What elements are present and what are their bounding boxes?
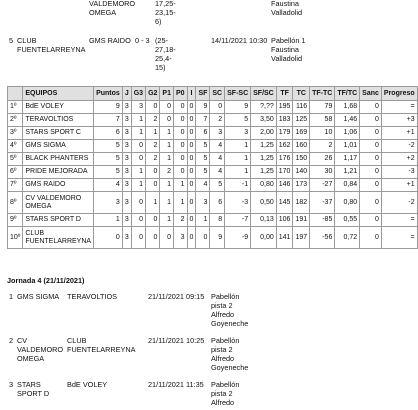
match-venue-line: Alfredo: [211, 398, 235, 407]
i-cell: 0: [187, 127, 196, 140]
team-cell: CLUB FUENTELARREYNA: [23, 227, 94, 249]
standings-body: [8, 101, 418, 249]
header-equipos: EQUIPOS: [23, 87, 94, 101]
g2-cell: 2: [146, 140, 160, 153]
g2-cell: 0: [146, 227, 160, 249]
team-cell: CV VALDEMORO OMEGA: [23, 192, 94, 214]
p0-cell: 0: [173, 153, 187, 166]
sanc-cell: 0: [360, 153, 382, 166]
progreso-cell: =: [381, 101, 417, 114]
g2-cell: 0: [146, 166, 160, 179]
tc-cell: 116: [293, 101, 310, 114]
tc-cell: 160: [293, 140, 310, 153]
match-venue-line: Pabellón: [211, 380, 240, 389]
tf-tc-cell: 79: [310, 101, 335, 114]
sf-ratio-cell: 1,25: [251, 166, 277, 179]
sc-cell: 4: [210, 153, 225, 166]
match-home-team-line: STARS: [17, 380, 41, 389]
tf-ratio-cell: 0,80: [335, 192, 360, 214]
p1-cell: 1: [160, 179, 174, 192]
team-cell: PRIDE MEJORADA: [23, 166, 94, 179]
prev-home-line: VALDEMORO: [89, 0, 136, 8]
i-cell: 0: [187, 140, 196, 153]
i-cell: 0: [187, 114, 196, 127]
match-datetime: 21/11/2021 10:25: [148, 336, 205, 345]
pos-cell: 2º: [8, 114, 23, 127]
tf-tc-cell: -85: [310, 214, 335, 227]
pos-cell: 5º: [8, 153, 23, 166]
prev-set-line: 6): [155, 17, 162, 26]
p0-cell: 0: [173, 127, 187, 140]
header-g2: G2: [146, 87, 160, 101]
sf-cell: 7: [196, 114, 210, 127]
standings-row: [8, 101, 418, 114]
tf-cell: 179: [276, 127, 293, 140]
prev-match5-venue-line: Valladolid: [271, 54, 303, 63]
tf-ratio-cell: 0,72: [335, 227, 360, 249]
sf-ratio-cell: 1,25: [251, 153, 277, 166]
prev-match5-sets: [155, 36, 176, 72]
match-index: 2: [9, 336, 14, 345]
prev-match5-home-line: FUENTELARREYNA: [17, 45, 86, 54]
p0-cell: 0: [173, 114, 187, 127]
tf-tc-cell: -56: [310, 227, 335, 249]
sanc-cell: 0: [360, 214, 382, 227]
p1-cell: 2: [160, 166, 174, 179]
g2-cell: 0: [146, 101, 160, 114]
sc-cell: 4: [210, 140, 225, 153]
tf-ratio-cell: 1,46: [335, 114, 360, 127]
prev-match5-venue-line: Faustina: [271, 45, 299, 54]
sf-sc-cell: 5: [225, 114, 251, 127]
j-cell: 3: [122, 214, 131, 227]
sanc-cell: 0: [360, 179, 382, 192]
progreso-cell: =: [381, 227, 417, 249]
p0-cell: 3: [173, 227, 187, 249]
team-cell: TERAVOLTIOS: [23, 114, 94, 127]
team-cell: BLACK PHANTERS: [23, 153, 94, 166]
match-home-team-line: VALDEMORO: [17, 345, 64, 354]
puntos-cell: 6: [94, 127, 123, 140]
match-index: 1: [9, 292, 14, 301]
p1-cell: 1: [160, 153, 174, 166]
j-cell: 3: [122, 101, 131, 114]
tf-tc-cell: 26: [310, 153, 335, 166]
header-puntos: Puntos: [94, 87, 123, 101]
match-datetime: 21/11/2021 09:15: [148, 292, 205, 301]
tf-tc-cell: -27: [310, 179, 335, 192]
tf-ratio-cell: 1,17: [335, 153, 360, 166]
sf-sc-cell: 1: [225, 153, 251, 166]
p1-cell: 0: [160, 227, 174, 249]
sf-cell: 4: [196, 179, 210, 192]
standings-row: [8, 153, 418, 166]
tc-cell: 197: [293, 227, 310, 249]
sc-cell: 5: [210, 179, 225, 192]
tc-cell: 182: [293, 192, 310, 214]
g3-cell: 0: [131, 153, 145, 166]
puntos-cell: 5: [94, 140, 123, 153]
header-tf-ratio: TF/TC: [335, 87, 360, 101]
g3-cell: 1: [131, 179, 145, 192]
match-venue-line: Pabellón: [211, 292, 240, 301]
match-home-team-line: SPORT D: [17, 389, 50, 398]
sf-ratio-cell: 1,25: [251, 140, 277, 153]
header-sc: SC: [210, 87, 225, 101]
g3-cell: 1: [131, 114, 145, 127]
tc-cell: 125: [293, 114, 310, 127]
tf-ratio-cell: 0,84: [335, 179, 360, 192]
j-cell: 3: [122, 192, 131, 214]
i-cell: 0: [187, 101, 196, 114]
prev-match5-index: 5: [9, 36, 14, 45]
prev-match5-away: GMS RAIDO: [89, 36, 131, 45]
header-j: J: [122, 87, 131, 101]
pos-cell: 3º: [8, 127, 23, 140]
match-away-team-line: CLUB: [67, 336, 87, 345]
sanc-cell: 0: [360, 227, 382, 249]
jornada-title: Jornada 4 (21/11/2021): [7, 276, 85, 285]
match-home-team-line: CV: [17, 336, 28, 345]
sf-cell: 5: [196, 140, 210, 153]
team-cell: BdE VOLEY: [23, 101, 94, 114]
sanc-cell: 0: [360, 101, 382, 114]
p1-cell: 0: [160, 101, 174, 114]
match-index: 3: [9, 380, 14, 389]
sf-sc-cell: -3: [225, 192, 251, 214]
puntos-cell: 1: [94, 214, 123, 227]
g2-cell: 2: [146, 153, 160, 166]
sf-ratio-cell: 0,80: [251, 179, 277, 192]
sf-cell: 9: [196, 101, 210, 114]
tc-cell: 191: [293, 214, 310, 227]
progreso-cell: +2: [381, 153, 417, 166]
match-away-team: [67, 292, 117, 301]
sf-sc-cell: -1: [225, 179, 251, 192]
sf-sc-cell: -9: [225, 227, 251, 249]
sf-cell: 5: [196, 153, 210, 166]
pos-cell: 9º: [8, 214, 23, 227]
puntos-cell: 5: [94, 166, 123, 179]
g3-cell: 0: [131, 227, 145, 249]
j-cell: 3: [122, 166, 131, 179]
tf-cell: 162: [276, 140, 293, 153]
match-home-team: [17, 336, 63, 363]
tf-tc-cell: 58: [310, 114, 335, 127]
match-datetime: 21/11/2021 11:35: [148, 380, 204, 389]
p1-cell: 1: [160, 192, 174, 214]
match-home-team-line: OMEGA: [17, 354, 45, 363]
pos-cell: 4º: [8, 140, 23, 153]
puntos-cell: 0: [94, 227, 123, 249]
header-sf: SF: [196, 87, 210, 101]
sanc-cell: 0: [360, 127, 382, 140]
tf-cell: 176: [276, 153, 293, 166]
standings-row: [8, 114, 418, 127]
pos-cell: 8º: [8, 192, 23, 214]
prev-match5-set-line: 25,4-: [155, 54, 172, 63]
standings-row: [8, 192, 418, 214]
tf-tc-cell: -37: [310, 192, 335, 214]
progreso-cell: -3: [381, 166, 417, 179]
p1-cell: 1: [160, 140, 174, 153]
match-venue-line: Goyeneche: [211, 363, 249, 372]
sf-cell: 6: [196, 127, 210, 140]
match-venue-line: Alfredo: [211, 354, 235, 363]
match-away-team: [67, 336, 136, 354]
p0-cell: 1: [173, 192, 187, 214]
g2-cell: 2: [146, 114, 160, 127]
header-sf-sc: SF-SC: [225, 87, 251, 101]
p1-cell: 1: [160, 214, 174, 227]
sanc-cell: 0: [360, 192, 382, 214]
i-cell: 0: [187, 227, 196, 249]
prev-match5-set-line: (25-: [155, 36, 168, 45]
sc-cell: 9: [210, 227, 225, 249]
sf-ratio-cell: ?,??: [251, 101, 277, 114]
g2-cell: 0: [146, 214, 160, 227]
j-cell: 3: [122, 140, 131, 153]
j-cell: 3: [122, 179, 131, 192]
prev-match5-home: [17, 36, 86, 54]
sc-cell: 0: [210, 101, 225, 114]
sf-ratio-cell: 3,50: [251, 114, 277, 127]
prev-match5-set-line: 15): [155, 63, 166, 72]
i-cell: 0: [187, 179, 196, 192]
standings-row: [8, 127, 418, 140]
sc-cell: 3: [210, 127, 225, 140]
pos-cell: 1º: [8, 101, 23, 114]
tf-tc-cell: 30: [310, 166, 335, 179]
header-pos: [8, 87, 23, 101]
match-away-team: [67, 380, 107, 389]
puntos-cell: 9: [94, 101, 123, 114]
j-cell: 3: [122, 227, 131, 249]
header-tc: TC: [293, 87, 310, 101]
progreso-cell: -2: [381, 192, 417, 214]
header-progreso: Progreso: [381, 87, 417, 101]
tf-cell: 141: [276, 227, 293, 249]
p1-cell: 1: [160, 127, 174, 140]
sf-ratio-cell: 0,13: [251, 214, 277, 227]
p0-cell: 0: [173, 166, 187, 179]
tf-tc-cell: 10: [310, 127, 335, 140]
tf-ratio-cell: 1,21: [335, 166, 360, 179]
match-venue-line: Goyeneche: [211, 319, 249, 328]
tf-cell: 170: [276, 166, 293, 179]
sf-sc-cell: 1: [225, 166, 251, 179]
prev-match5-datetime: 14/11/2021 10:30: [211, 36, 268, 45]
sc-cell: 8: [210, 214, 225, 227]
sf-cell: 5: [196, 166, 210, 179]
match-venue-line: pista 2: [211, 345, 233, 354]
g3-cell: 1: [131, 127, 145, 140]
header-sf-ratio: SF/SC: [251, 87, 277, 101]
prev-match5-set-line: 27,18-: [155, 45, 176, 54]
match-venue: [211, 292, 248, 328]
match-venue-line: Alfredo: [211, 310, 235, 319]
prev-match-venue: [271, 0, 302, 17]
j-cell: 3: [122, 114, 131, 127]
prev-venue-line: Valladolid: [271, 8, 303, 17]
tf-tc-cell: 2: [310, 140, 335, 153]
header-p1: P1: [160, 87, 174, 101]
i-cell: 0: [187, 214, 196, 227]
progreso-cell: -2: [381, 140, 417, 153]
puntos-cell: 4: [94, 179, 123, 192]
prev-match5-venue: [271, 36, 306, 63]
standings-row: [8, 140, 418, 153]
match-venue: [211, 380, 239, 407]
prev-venue-line: Faustina: [271, 0, 299, 8]
standings-row: [8, 214, 418, 227]
progreso-cell: +1: [381, 127, 417, 140]
sf-cell: 0: [196, 227, 210, 249]
tf-ratio-cell: 1,68: [335, 101, 360, 114]
sf-sc-cell: -7: [225, 214, 251, 227]
sanc-cell: 0: [360, 140, 382, 153]
pos-cell: 6º: [8, 166, 23, 179]
sc-cell: 6: [210, 192, 225, 214]
match-away-team-line: TERAVOLTIOS: [67, 292, 118, 301]
tf-ratio-cell: 1,01: [335, 140, 360, 153]
match-venue-line: pista 2: [211, 389, 233, 398]
tf-cell: 183: [276, 114, 293, 127]
puntos-cell: 3: [94, 192, 123, 214]
match-home-team: [17, 292, 59, 301]
p0-cell: 0: [173, 140, 187, 153]
match-away-team-line: BdE VOLEY: [67, 380, 108, 389]
pos-cell: 10º: [8, 227, 23, 249]
prev-match5-home-line: CLUB: [17, 36, 37, 45]
tf-cell: 106: [276, 214, 293, 227]
progreso-cell: +1: [381, 179, 417, 192]
puntos-cell: 5: [94, 153, 123, 166]
g2-cell: 0: [146, 179, 160, 192]
prev-set-line: 17,25-: [155, 0, 176, 8]
standings-row: [8, 227, 418, 249]
header-tf: TF: [276, 87, 293, 101]
sf-ratio-cell: 0,00: [251, 227, 277, 249]
tc-cell: 140: [293, 166, 310, 179]
j-cell: 3: [122, 153, 131, 166]
i-cell: 0: [187, 153, 196, 166]
team-cell: GMS RAIDO: [23, 179, 94, 192]
sc-cell: 2: [210, 114, 225, 127]
match-venue-line: pista 2: [211, 301, 233, 310]
sf-cell: 1: [196, 214, 210, 227]
progreso-cell: =: [381, 214, 417, 227]
prev-match-sets: [155, 0, 176, 26]
sanc-cell: 0: [360, 166, 382, 179]
prev-match5-venue-line: Pabellón 1: [271, 36, 306, 45]
match-venue-line: Pabellón: [211, 336, 240, 345]
g3-cell: 1: [131, 166, 145, 179]
prev-home-line: OMEGA: [89, 8, 117, 17]
j-cell: 3: [122, 127, 131, 140]
pos-cell: 7º: [8, 179, 23, 192]
match-away-team-line: FUENTELARREYNA: [67, 345, 136, 354]
header-g3: G3: [131, 87, 145, 101]
team-cell: STARS SPORT C: [23, 127, 94, 140]
tf-cell: 195: [276, 101, 293, 114]
puntos-cell: 7: [94, 114, 123, 127]
sf-cell: 3: [196, 192, 210, 214]
g3-cell: 0: [131, 192, 145, 214]
tc-cell: 173: [293, 179, 310, 192]
match-venue: [211, 336, 248, 372]
tf-ratio-cell: 0,55: [335, 214, 360, 227]
prev-set-line: 23,15-: [155, 8, 176, 17]
p1-cell: 0: [160, 114, 174, 127]
team-cell: GMS SIGMA: [23, 140, 94, 153]
p0-cell: 1: [173, 179, 187, 192]
sc-cell: 4: [210, 166, 225, 179]
sf-ratio-cell: 0,50: [251, 192, 277, 214]
match-home-team: [17, 380, 49, 398]
header-tf-tc: TF-TC: [310, 87, 335, 101]
header-sanc: Sanc: [360, 87, 382, 101]
prev-match5-score: 0 - 3: [135, 36, 150, 45]
standings-row: [8, 166, 418, 179]
tc-cell: 150: [293, 153, 310, 166]
standings-row: [8, 179, 418, 192]
sf-sc-cell: 1: [225, 140, 251, 153]
g3-cell: 0: [131, 214, 145, 227]
prev-match-home-team: [89, 0, 135, 17]
i-cell: 0: [187, 192, 196, 214]
sf-ratio-cell: 2,00: [251, 127, 277, 140]
tc-cell: 169: [293, 127, 310, 140]
g3-cell: 3: [131, 101, 145, 114]
sf-sc-cell: 3: [225, 127, 251, 140]
sanc-cell: 0: [360, 114, 382, 127]
progreso-cell: +3: [381, 114, 417, 127]
p0-cell: 0: [173, 101, 187, 114]
tf-cell: 145: [276, 192, 293, 214]
team-cell: STARS SPORT D: [23, 214, 94, 227]
i-cell: 0: [187, 166, 196, 179]
tf-cell: 146: [276, 179, 293, 192]
g2-cell: 1: [146, 127, 160, 140]
p0-cell: 2: [173, 214, 187, 227]
standings-header-row: [8, 87, 418, 101]
header-p0: P0: [173, 87, 187, 101]
standings-table: [7, 86, 418, 249]
sf-sc-cell: 9: [225, 101, 251, 114]
header-i: I: [187, 87, 196, 101]
g3-cell: 0: [131, 140, 145, 153]
g2-cell: 1: [146, 192, 160, 214]
tf-ratio-cell: 1,06: [335, 127, 360, 140]
match-home-team-line: GMS SIGMA: [17, 292, 60, 301]
